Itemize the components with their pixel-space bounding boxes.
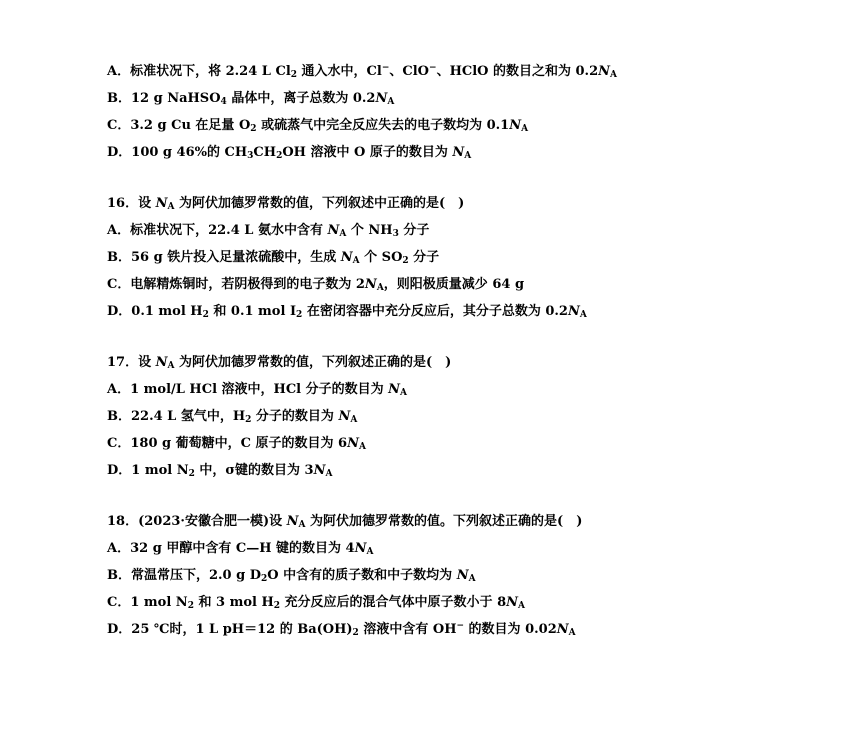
q18-option-c: C．1 mol $N_2$ 和 3 mol $H_2$ 充分反应后的混合气体中原子数小于 $8N_A$ [107, 595, 526, 611]
q18-option-a: A．32 g 甲醇中含有 C—H 键的数目为 $4N_A$ [107, 541, 374, 557]
q16-stem: 16．设 $N_A$ 为阿伏加德罗常数的值，下列叙述中正确的是( ) [107, 196, 465, 212]
q16-option-a: A．标准状况下，22.4 L 氨水中含有 $N_A$ 个 $NH_3$ 分子 [107, 223, 430, 239]
q16-option-d: D．0.1 mol $H_2$ 和 0.1 mol $I_2$ 在密闭容器中充分反应后，其分子总数为 $0.2N_A$ [107, 304, 587, 320]
q17-option-c: C．180 g 葡萄糖中，C 原子的数目为 $6N_A$ [107, 436, 366, 452]
q17-option-b: B．22.4 L 氢气中，$H_2$ 分子的数目为 $N_A$ [107, 409, 358, 425]
q16-option-b: B．56 g 铁片投入足量浓硫酸中，生成 $N_A$ 个 $SO_2$ 分子 [107, 250, 440, 266]
q18-stem: 18．(2023·安徽合肥一模)设 $N_A$ 为阿伏加德罗常数的值。下列叙述正确的是( ) [107, 514, 583, 530]
q15-option-d: D．100 g 46%的 $CH_3CH_2OH$ 溶液中 O 原子的数目为 $N_A$ [107, 145, 472, 161]
q15-option-a: A．标准状况下，将 2.24 L $Cl_2$ 通入水中，Cl−、ClO−、HClO 的数目之和为 $0.2N_A$ [107, 63, 617, 80]
q17-stem: 17．设 $N_A$ 为阿伏加德罗常数的值，下列叙述正确的是( ) [107, 355, 452, 371]
q15-option-c: C．3.2 g Cu 在足量 $O_2$ 或硫蒸气中完全反应失去的电子数均为 $0.1N_A$ [107, 118, 529, 134]
q17-option-d: D．1 mol $N_2$ 中，σ键的数目为 $3N_A$ [107, 463, 333, 479]
q18-option-b: B．常温常压下，2.0 g $D_2O$ 中含有的质子数和中子数均为 $N_A$ [107, 568, 476, 584]
q15-option-b: B．12 g NaHSO$_4$ 晶体中，离子总数为 $0.2N_A$ [107, 91, 395, 107]
q18-option-d: D．25 ℃时，1 L pH＝12 的 $Ba(OH)_2$ 溶液中含有 OH− 的数目为 $0.02N_A$ [107, 621, 576, 638]
q17-option-a: A．1 mol/L HCl 溶液中，HCl 分子的数目为 $N_A$ [107, 382, 408, 398]
q16-option-c: C．电解精炼铜时，若阴极得到的电子数为 $2N_A$，则阳极质量减少 64 g [107, 277, 525, 293]
